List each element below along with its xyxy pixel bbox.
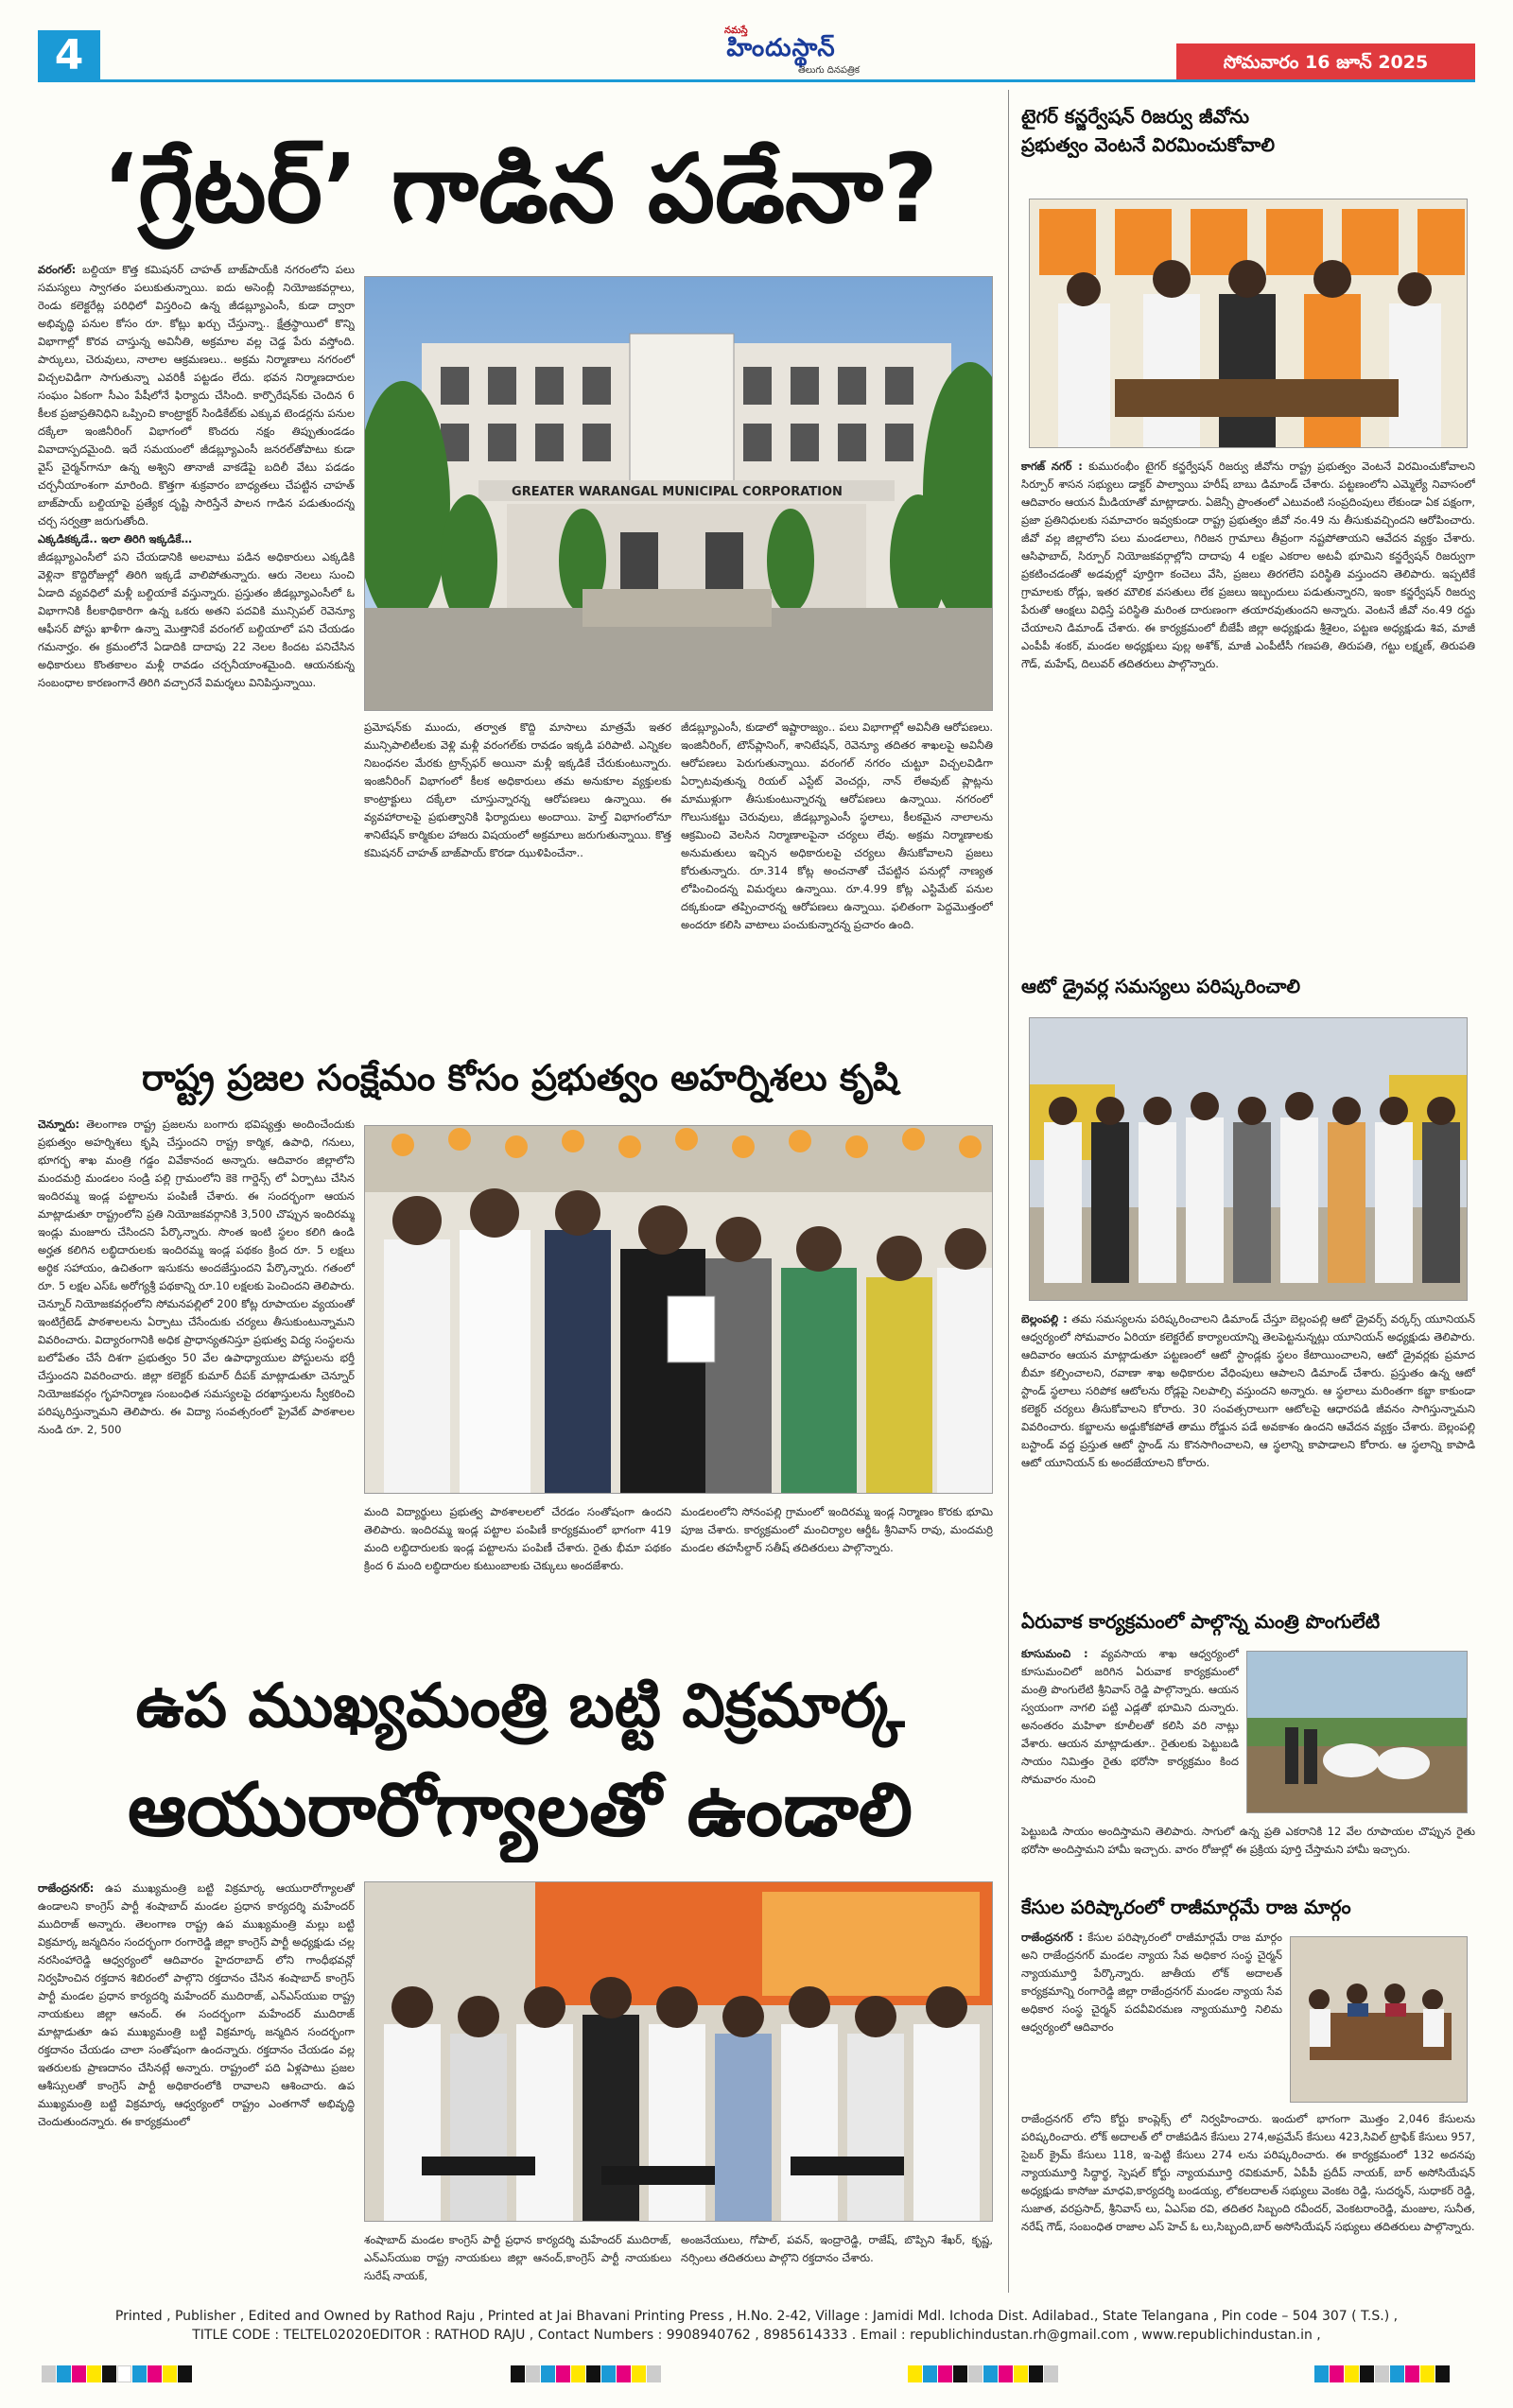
eruvaka-ploughing-photo <box>1246 1651 1468 1813</box>
masthead <box>0 0 1513 85</box>
story2-dateline: చెన్నూరు: <box>38 1117 80 1131</box>
color-registration-strip-right <box>908 2365 1059 2382</box>
auto-drivers-photo <box>1029 1017 1468 1301</box>
story1-column3 <box>681 719 993 1031</box>
story1-subhead: ఎక్కడికక్కడే.. ఇలా తిరిగి ఇక్కడికే… <box>38 532 193 546</box>
column-divider <box>1008 90 1009 2293</box>
side3-text-left: వ్యవసాయ శాఖ ఆధ్వర్యంలో కూసుమంచిలో జరిగిన ఏరువాక కార్యక్రమంలో మంత్రి పొంగులేటి శ్రీనివాస్ రెడ్డి పాల్గొన్నారు. ఆయన స్వయంగా నాగలి పట్టి ఎడ్లతో భూమిని దున్నారు. అనంతరం మహిళా కూలీలతో కలిసి వరి నాట్లు వేశారు. ఆయన మాట్లాడుతూ.. రైతులకు పెట్టుబడి సాయం నిమిత్తం రైతు భరోసా కార్యక్రమం కింద సోమవారం నుంచి <box>1021 1647 1239 1786</box>
municipal-building-photo <box>364 276 993 711</box>
side1-text: కుమురంభీం టైగర్ కన్జర్వేషన్ రిజర్వు జీవోను రాష్ట్ర ప్రభుత్వం వెంటనే విరమించుకోవాలని సిర్పూర్ శాసన సభ్యులు డాక్టర్ పాల్వాయి హరీష్ బాబు డిమాండ్ చేశారు. పట్టణంలోని ఎమ్మెల్యే నివాసంలో ఆదివారం ఆయన మీడియాతో మాట్లాడారు. ఏజెన్సీ ప్రాంతంలో ఎటువంటి సంప్రదింపులు లేకుండా ఏక పక్షంగా, ప్రజా ప్రతినిధులకు సమాచారం ఇవ్వకుండా రాష్ట్ర ప్రభుత్వం జీవో నం.49 ను తీసుకువచ్చిందని ఆరోపించారు. జీవో వల్ల జిల్లాలోని పలు మండలాలు, గిరిజన గ్రామాలు తీవ్రంగా నష్టపోతాయని ఆవేదన వ్యక్తం చేశారు. ఆసిఫాబాద్, సిర్పూర్ నియోజకవర్గాల్లోని దాదాపు 4 లక్షల ఎకరాల అటవీ భూమిని కన్జర్వేషన్ రిజర్వుగా ప్రకటించడంతో అడవుల్లో పూర్తిగా కంచెలు వేసి, ప్రజలు తిరగలేని పరిస్థితి వస్తుందని తెలిపారు. ఇప్పటికే గ్రామాలకు రోడ్లు, ఇతర మౌలిక వసతులు లేక ప్రజలు ఇబ్బందులు పడుతున్నారని, ఇంకా కన్జర్వేషన్ రిజర్వు పేరుతో ఆంక్షలు విధిస్తే పరిస్థితి మరింత దారుణంగా తయారవుతుందని అన్నారు. వెంటనే జీవో నం.49 రద్దు చేయాలని డిమాండ్ చేశారు. ఈ కార్యక్రమంలో బీజేపీ జిల్లా అధ్యక్షుడు శ్రీశైలం, పట్టణ అధ్యక్షుడు శివ, మాజీ ఎంపీపీ శంకర్, మండల అధ్యక్షులు పుల్ల అశోక్, మాజీ ఎంపీటీసీ గణపతి, తిరుపతి, గట్టు లక్ష్మణ్, తిరుపతి గౌడ్, మహేష్, దిలువర్ తదితరులు పాల్గొన్నారు. <box>1021 459 1475 670</box>
story2-headline: రాష్ట్ర ప్రజల సంక్షేమం కోసం ప్రభుత్వం అహర్నిశలు కృషి <box>141 1057 899 1099</box>
logo-title: హిందుస్థాన్ <box>726 34 836 62</box>
story3-column2 <box>364 2231 671 2297</box>
logo-prefix: నమస్తే <box>724 26 748 36</box>
page-number: 4 <box>38 30 100 81</box>
story3-column3 <box>681 2231 993 2297</box>
side4-headline: కేసుల పరిష్కారంలో రాజీమార్గమే రాజ మార్గం <box>1021 1896 1351 1918</box>
story2-body3: మండలంలోని సోనంపల్లి గ్రామంలో ఇందిరమ్మ ఇండ్ల నిర్మాణం కొరకు భూమి పూజ చేశారు. కార్యక్రమంలో మంచిర్యాల ఆర్డీఓ శ్రీనివాస్ రావు, మందమర్రి మండల తహసీల్దార్ సతీష్ తదితరులు పాల్గొన్నారు. <box>681 1505 993 1554</box>
side1-headline-line1: టైగర్ కన్జర్వేషన్ రిజర్వు జీవోను <box>1021 105 1250 128</box>
house-pattas-distribution-photo <box>364 1125 993 1494</box>
story1-dateline: వరంగల్: <box>38 263 77 276</box>
story3-column1 <box>38 1880 355 2295</box>
side3-body-left <box>1021 1645 1239 1821</box>
building-sign-text: GREATER WARANGAL MUNICIPAL CORPORATION <box>512 485 843 499</box>
story2-column2 <box>364 1503 671 1645</box>
story3-dateline: రాజేంద్రనగర్: <box>38 1881 95 1895</box>
story3-body1: ఉప ముఖ్యమంత్రి బట్టి విక్రమార్క ఆయురారోగ్యాలతో ఉండాలని కాంగ్రెస్ పార్టీ శంషాబాద్ మండల ప్రధాన కార్యదర్శి మహేందర్ ముదిరాజ్ అన్నారు. తెలంగాణ రాష్ట్ర ఉప ముఖ్యమంత్రి మల్లు బట్టి విక్రమార్క జన్మదినం సందర్భంగా రంగారెడ్డి జిల్లా కాంగ్రెస్ పార్టీ అధ్యక్షుడు చల్ల నరసింహారెడ్డి ఆధ్వర్యంలో ఆదివారం హైదరాబాద్ లోని గాంధీభవన్లో నిర్వహించిన రక్తదాన శిబిరంలో పాల్గొని రక్తదానం చేసిన శంషాబాద్ కాంగ్రెస్ పార్టీ మండల ప్రధాన కార్యదర్శి మహేందర్ ముదిరాజ్, ఎన్ఎస్‌యుఐ రాష్ట్ర నాయకులు జిల్లా ఆనంద్. ఈ సందర్భంగా మహేందర్ ముదిరాజ్ మాట్లాడుతూ ఉప ముఖ్యమంత్రి బట్టి విక్రమార్క జన్మదిన సందర్భంగా రక్తదానం చేయడం చాలా సంతోషంగా ఉందన్నారు. రక్తదానం చేయడం వల్ల ఇతరులకు ప్రాణదానం చేసినట్లే అన్నారు. రాష్ట్రంలో పది ఏళ్లపాటు ప్రజల ఆశీస్సులతో కాంగ్రెస్ పార్టీ అధికారంలోకి రావాలని ఆశించారు. ఉప ముఖ్యమంత్రి బట్టి విక్రమార్క ఆధ్వర్యంలో రాష్ట్రం ఎంతగానో అభివృద్ధి చెందుతుందన్నారు. ఈ కార్యక్రమంలో <box>38 1881 355 2128</box>
side1-headline <box>1021 102 1475 159</box>
story1-body2: జీడబ్ల్యూఎంసీలో పని చేయడానికి అలవాటు పడిన అధికారులు ఎక్కడికి వెళ్లినా కొద్దిరోజుల్లో తిరిగి ఇక్కడే వాలిపోతున్నారు. ఆరు నెలలు సుంచి ఏడాది వ్యవధిలో మళ్లీ బల్దియాకే వస్తున్నారు. ప్రస్తుతం జీడబ్ల్యూఎంసీలో ఓ విభాగానికి కీలకాధికారిగా ఉన్న ఒకరు అతని పదవికి మున్సిపల్ రెవెన్యూ ఆఫీసర్ పోస్టు ఖాళీగా ఉన్నా మొత్తానికే వరంగల్ బల్దియాలో పని చేయడం గమనార్హం. ఈ క్రమంలోనే ఏడాదికి దాదాపు 22 నెలల కిందట పనిచేసిన అధికారులు కొంతకాలం మళ్లీ రావడం చర్చనీయాంశమైంది. ఆయనకున్న సంబంధాల కారణంగానే తిరిగి వచ్చారనే విమర్శలు వినిపిస్తున్నాయి. <box>38 550 355 689</box>
story1-body3: ప్రమోషన్‌కు ముందు, తర్వాత కొద్ది మాసాలు మాత్రమే ఇతర మున్సిపాలిటీలకు వెళ్లి మళ్లీ వరంగల్‌కు రావడం ఇక్కడి పరిపాటి. ఎన్నికల నిబంధనల మేరకు ట్రాన్స్‌ఫర్ అయినా మళ్లీ ఇక్కడికే చేరుకుంటున్నారు. ఇంజినీరింగ్ విభాగంలో కీలక అధికారులు తమ అనుకూల వ్యక్తులకు కాంట్రాక్టులు దక్కేలా చూస్తున్నారన్న ఆరోపణలు ఉన్నాయి. ఈ వ్యవహారాలపై ప్రభుత్వానికి ఫిర్యాదులు అందాయి. హెల్త్ విభాగంలోనూ శానిటేషన్ కార్మికుల హాజరు విషయంలో అక్రమాలు జరుగుతున్నాయి. కొత్త కమిషనర్ చాహత్ బాజ్‌పాయ్ కొరడా ఝుళిపించేనా.. <box>364 720 671 859</box>
story3-body2: శంషాబాద్ మండల కాంగ్రెస్ పార్టీ ప్రధాన కార్యదర్శి మహేందర్ ముదిరాజ్, ఎన్ఎస్‌యుఐ రాష్ట్ర నాయకులు జిల్లా ఆనంద్,కాంగ్రెస్ పార్టీ నాయకులు సురేష్ నాయక్, <box>364 2233 671 2282</box>
side1-body <box>1021 458 1475 968</box>
side2-text: తమ సమస్యలను పరిష్కరించాలని డిమాండ్ చేస్తూ బెల్లంపల్లి ఆటో డ్రైవర్స్ వర్కర్స్ యూనియన్ ఆధ్వర్యంలో సోమవారం ఏరియా కలెక్టరేట్ కార్యాలయాన్ని తెలపెట్టనున్నట్లు యూనియన్ అధ్యక్షుడు తెలిపారు. ఆదివారం ఆయన మాట్లాడుతూ పట్టణంలో ఆటో స్టాండ్లకు స్థలం కేటాయించాలని, ఆటో డ్రైవర్లకు ప్రమాద బీమా కల్పించాలని, రవాణా శాఖ అధికారుల వేధింపులు ఆపాలని డిమాండ్ చేశారు. ప్రస్తుతం ఉన్న ఆటో స్టాండ్ స్థలాలు సరిపోక ఆటోలను రోడ్లపై నిలపాల్సి వస్తుందని అన్నారు. ఆ స్థలాలు మరింతగా కబ్జా కాకుండా కలెక్టర్ చర్యలు తీసుకోవాలని కోరారు. 30 సంవత్సరాలుగా ఆటోలపై ఆధారపడి జీవనం సాగిస్తున్నామని వివరించారు. కబ్జాలను అడ్డుకోకపోతే తాము రోడ్డున పడే అవకాశం ఉందని ఆవేదన వ్యక్తం చేశారు. బెల్లంపల్లి బస్టాండ్ వద్ద ప్రస్తుత ఆటో స్టాండ్ ను కొనసాగించాలని, ఆ స్థలాన్ని కాపాడాలని కోరారు. ఆ స్థలాన్ని కాపాడి ఆటో యూనియన్ కు అందజేయాలని కోరారు. <box>1021 1312 1475 1469</box>
blood-donation-camp-photo <box>364 1881 993 2222</box>
lok-adalat-meeting-photo <box>1290 1936 1468 2103</box>
story1-headline: ‘గ్రేటర్’ గాడిన పడేనా? <box>102 133 938 244</box>
side2-dateline: బెల్లంపల్లి : <box>1021 1312 1068 1325</box>
color-registration-strip-far-right <box>1314 2365 1451 2382</box>
side3-body-full <box>1021 1823 1475 1883</box>
imprint-line2: TITLE CODE : TELTEL02020EDITOR : RATHOD RAJU , Contact Numbers : 9908940762 , 8985614333 . Email : republichindustan.rh@gmail.com , www.republichindustan.in , <box>192 2328 1321 2343</box>
side3-text-full: పెట్టుబడి సాయం అందిస్తామని తెలిపారు. సాగులో ఉన్న ప్రతి ఎకరానికి 12 వేల రూపాయల చొప్పున రైతు భరోసా అందిస్తామని హామీ ఇచ్చారు. వారం రోజుల్లో ఈ ప్రక్రియ పూర్తి చేస్తామని హామీ ఇచ్చారు. <box>1021 1825 1475 1856</box>
color-registration-strip-center <box>511 2365 662 2382</box>
story1-body4: జీడబ్ల్యూఎంసీ, కుడాలో ఇష్టారాజ్యం.. పలు విభాగాల్లో అవినీతి ఆరోపణలు. ఇంజినీరింగ్, టౌన్‌ప్లానింగ్, శానిటేషన్, రెవెన్యూ తదితర శాఖలపై అవినీతి ఆరోపణలు పెరుగుతున్నాయి. వరంగల్ నగరం చుట్టూ విచ్చలవిడిగా ఏర్పాటవుతున్న రియల్ ఎస్టేట్ వెంచర్లు, నాన్ లేఅవుట్ ప్లాట్లను మాముళ్లుగా తీసుకుంటున్నారన్న ఆరోపణలు ఉన్నాయి. నగరంలో గొలుసుకట్టు చెరువులు, జీడబ్ల్యూఎంసీ స్థలాలు, కీలకమైన నాలాలను ఆక్రమించి వెలసిన నిర్మాణాలపైనా చర్యలు లేవు. అక్రమ నిర్మాణాలకు అనుమతులు ఇచ్చిన అధికారులపై చర్యలు తీసుకోవాలని ప్రజలు కోరుతున్నారు. రూ.314 కోట్ల అంచనాతో చేపట్టిన పనుల్లో నాణ్యత లోపించిందన్న విమర్శలు ఉన్నాయి. రూ.4.99 కోట్ల ఎస్టిమేట్ పనుల దక్కకుండా తప్పించారన్న ఆరోపణలు ఉన్నాయి. ఫలితంగా పెద్దమొత్తంలో అందరూ కలిసి వాటాలు పంచుకున్నారన్న ప్రచారం ఉంది. <box>681 720 993 931</box>
side1-headline-line2: ప్రభుత్వం వెంటనే విరమించుకోవాలి <box>1021 133 1276 156</box>
issue-date: సోమవారం 16 జూన్ 2025 <box>1176 43 1475 81</box>
newspaper-logo <box>687 25 876 74</box>
side2-body <box>1021 1310 1475 1602</box>
story3-body3: అంజనేయులు, గోపాల్, పవన్, ఇంద్రారెడ్డి, రాజేష్, బొప్పిని శేఖర్, కృష్ణ, నర్సింలు తదితరులు పాల్గొని రక్తదానం చేశారు. <box>681 2233 993 2264</box>
side3-dateline: కూసుమంచి : <box>1021 1647 1088 1660</box>
bjp-press-meet-photo <box>1029 199 1468 448</box>
side3-headline: ఏరువాక కార్యక్రమంలో పాల్గొన్న మంత్రి పొంగులేటి <box>1021 1610 1381 1633</box>
imprint-line1: Printed , Publisher , Edited and Owned by Rathod Raju , Printed at Jai Bhavani Printing Press , H.No. 2-42, Village : Jamidi Mdl. Ichoda Dist. Adilabad., State Telangana , Pin code – 504 307 ( T.S.) , <box>114 2309 1399 2324</box>
story1-column1 <box>38 261 355 1027</box>
story2-body1: తెలంగాణ రాష్ట్ర ప్రజలను బంగారు భవిష్యత్తు అందించేందుకు ప్రభుత్వం అహర్నిశలు కృషి చేస్తుందని రాష్ట్ర కార్మిక, ఉపాధి, గనులు, భూగర్భ శాఖ మంత్రి గడ్డం వివేకానంద అన్నారు. ఆదివారం జిల్లాలోని మందమర్రి మండలం సండ్రి పల్లి గ్రామంలోని కెకె గార్డెన్స్ లో ఏర్పాటు చేసిన ఇందిరమ్మ ఇండ్ల పట్టాలను పంపిణీ చేశారు. ఈ సందర్భంగా ఆయన మాట్లాడుతూ రాష్ట్రంలోని ప్రతి నియోజకవర్గానికి 3,500 చొప్పున ఇందిరమ్మ ఇండ్లు మంజూరు చేసిందని పేర్కొన్నారు. సొంత ఇంటి స్థలం కలిగి ఉండి అర్హత కలిగిన లబ్ధిదారులకు ఇందిరమ్మ ఇండ్ల పథకం క్రింద రూ. 5 లక్షలు అర్ధిక సహాయం, ఉచితంగా ఇసుకను అందజేస్తుందని పేర్కొన్నారు. గతంలో రూ. 5 లక్షల ఎస్ఓ అరోగ్యశ్రీ పథకాన్ని రూ.10 లక్షలకు పెంచిందని తెలిపారు. చెన్నూర్ నియోజకవర్గంలోని సోమనపల్లిలో 200 కోట్ల రూపాయల వ్యయంతో ఇంటిగ్రేటెడ్ పాఠశాలలను ఏర్పాటు చేసేందుకు చర్యలు తీసుకుంటున్నామని వివరించారు. విద్యారంగానికి అధిక ప్రాధాన్యతనిస్తూ ప్రభుత్వ విద్య సంస్థలను బలోపేతం చేసే దిశగా ప్రభుత్వం 50 వేల ఉపాధ్యాయుల పోస్టులను భర్తీ చేస్తుందని వివరించారు. జిల్లా కలెక్టర్ కుమార్ దీపక్ మాట్లాడుతూ చెన్నూర్ నియోజకవర్గం గృహనిర్మాణ సంబంధిత సమస్యలపై దరఖాస్తులను స్వీకరించి పరిష్కరిస్తున్నామని తెలిపారు. ఈ విద్యా సంవత్సరంలో ప్రైవేట్ పాఠశాలల నుండి రూ. 2, 500 <box>38 1117 355 1436</box>
story1-column2 <box>364 719 671 1031</box>
side1-dateline: కాగజ్ నగర్ : <box>1021 459 1083 473</box>
story3-headline-line1: ఉప ముఖ్యమంత్రి బట్టి విక్రమార్క <box>135 1672 905 1741</box>
side4-dateline: రాజేంద్రనగర్ : <box>1021 1931 1083 1944</box>
story2-column3 <box>681 1503 993 1645</box>
side4-body-left <box>1021 1929 1282 2108</box>
side4-text-full: రాజేంద్రనగర్ లోని కోర్టు కాంప్లెక్స్ లో నిర్వహించారు. ఇందులో భాగంగా మొత్తం 2,046 కేసులను పరిష్కరించారు. లోక్ అదాలత్ లో రాజీపడిన కేసులు 274,అప్రమేస్ కేసులు 423,సివిల్ ట్రాఫిక్ కేసులు 957, సైబర్ క్రైమ్ కేసులు 118, ఇ-పెట్టి కేసులు 274 లను పరిష్కరించారు. ఈ కార్యక్రమంలో 132 అదనపు న్యాయమూర్తి సిద్ధార్థ, స్పెషల్ కోర్టు న్యాయమూర్తి రవికుమార్, ఏపీపీ ప్రదీప్ నాయక్, బార్ అసోసియేషన్ అధ్యక్షుడు కాసోజు మాధవి,కార్యదర్శి బండయ్య, లోకలదాలత్ సభ్యులు వెంకట రెడ్డి, సుదర్శన్, సుధాకర్ రెడ్డి, సుజాత, వరప్రసాద్, శ్రీనివాస్ లు, ఏఎస్ఐ రవి, తదితర సిబ్బంది రవీందర్, వెంకటరాంరెడ్డి, మంజుల, సునీత, నరేష్ గౌడ్, సంబంధిత రాజాల ఎస్ హెచ్ ఓ లు,సిబ్బంది,బార్ అసోసియేషన్ సభ్యులు తదితరులు పాల్గొన్నారు. <box>1021 2112 1475 2233</box>
color-registration-strip-left <box>42 2365 193 2382</box>
story1-body1: బల్దియా కొత్త కమిషనర్ చాహత్ బాజ్‌పాయ్‌కి నగరంలోని పలు సమస్యలు స్వాగతం పలుకుతున్నాయి. ఐదు అసెంబ్లీ నియోజకవర్గాలు, రెండు కలెక్టరేట్ల పరిధిలో విస్తరించి ఉన్న జీడబ్ల్యూఎంసీ, కుడా ద్వారా అభివృద్ధి పనుల కోసం రూ. కోట్లు ఖర్చు చేస్తున్నా.. క్షేత్రస్థాయిలో కొన్ని విభాగాల్లో కొరవ చాస్తున్న అవినీతి, అక్రమాల వల్ల చెడ్డ పేరు వస్తోంది. పార్కులు, చెరువులు, నాలాల ఆక్రమణలు.. అక్రమ నిర్మాణాలు నగరంలో విచ్చలవిడిగా సాగుతున్నా ఎవరికీ పట్టడం లేదు. భవన నిర్మాణదారుల సంఘం ఏకంగా సీఎం పేషీలోనే ఫిర్యాదు చేసింది. కార్పొరేషన్‌కు చెందిన 6 కీలక ప్రజాప్రతినిధిని ఒప్పించి కాంట్రాక్టర్ సిండికేట్‌కు ఎక్కువ టెండర్లను పనుల దక్కేలా ఇంజినీరింగ్ విభాగంలో కొందరు నక్షం తిప్పుతుండడం వివాదాస్పదమైంది. ఇదే సమయంలో జీడబ్ల్యూఎంసీ జనరల్‌తోపాటు కుడా వైస్ చైర్మన్‌గానూ ఉన్న అశ్విని తానాజీ వాకడేపై బదిలీ వేటు పడడం చర్చనీయాంశంగా మారింది. కొత్తగా శుక్రవారం బాధ్యతలు చేపట్టిన చాహత్ బాజ్‌పాయ్ బల్దియాపై ప్రత్యేక దృష్టి సారిస్తేనే పాలన గాడిన పడుతుందన్న చర్చ సర్వత్రా జరుగుతోంది. <box>38 263 355 528</box>
masthead-rule <box>38 79 1475 82</box>
side4-text-left: కేసుల పరిష్కారంలో రాజీమార్గమే రాజ మార్గం అని రాజేంద్రనగర్ మండల న్యాయ సేవ అధికార సంస్థ చైర్మన్ న్యాయమూర్తి పేర్కొన్నారు. జాతీయ లోక్ అదాలత్ కార్యక్రమాన్ని రంగారెడ్డి జిల్లా రాజేంద్రనగర్ మండల న్యాయ సేవ అధికార సంస్థ చైర్మన్ పదవీవిరమణ న్యాయమూర్తి నిలిమ ఆధ్వర్యంలో ఆదివారం <box>1021 1931 1282 2034</box>
logo-tagline: తెలుగు దినపత్రిక <box>798 65 861 76</box>
imprint-footer <box>38 2307 1475 2345</box>
story2-body2: మంది విద్యార్థులు ప్రభుత్వ పాఠశాలలలో చేరడం సంతోషంగా ఉందని తెలిపారు. ఇందిరమ్మ ఇండ్ల పట్టాల పంపిణీ కార్యక్రమంలో భాగంగా 419 మంది లబ్ధిదారులకు ఇండ్ల పట్టాలను పంపిణీ చేశారు. రైతు భీమా పథకం క్రింద 6 మంది లబ్ధిదారుల కుటుంబాలకు చెక్కులు అందజేశారు. <box>364 1505 671 1572</box>
story2-column1 <box>38 1116 355 1643</box>
side2-headline: ఆటో డ్రైవర్ల సమస్యలు పరిష్కరించాలి <box>1021 975 1301 997</box>
story3-headline-line2: ఆయురారోగ్యాలతో ఉండాలి <box>128 1768 913 1853</box>
side4-body-full <box>1021 2110 1475 2295</box>
